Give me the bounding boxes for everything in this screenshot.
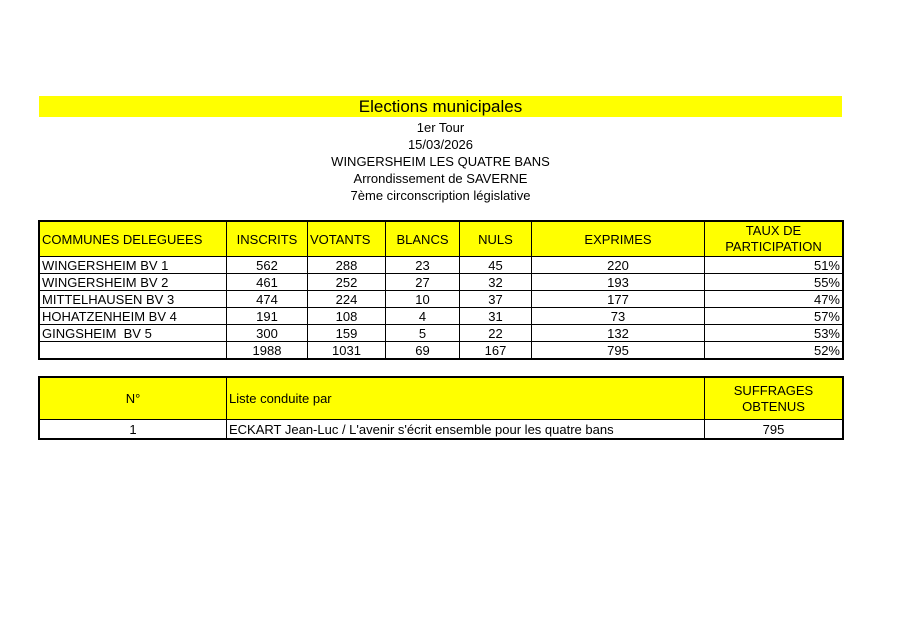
table-row — [40, 257, 843, 274]
col-header-votants: VOTANTS — [308, 222, 386, 257]
cell-blancs: 5 — [386, 325, 460, 342]
col-header-taux: TAUX DE PARTICIPATION — [705, 222, 843, 257]
arrondissement: Arrondissement de SAVERNE — [353, 171, 528, 186]
cell-total-votants: 1031 — [308, 342, 386, 359]
cell-exprimes: 193 — [532, 274, 705, 291]
table-row — [40, 308, 843, 325]
cell-suffrages: 795 — [705, 420, 843, 439]
cell-nuls: 45 — [460, 257, 532, 274]
col-header-blancs: BLANCS — [386, 222, 460, 257]
cell-inscrits: 191 — [227, 308, 308, 325]
cell-blancs: 10 — [386, 291, 460, 308]
page-title: Elections municipales — [39, 96, 842, 117]
lists-header-row — [40, 378, 843, 420]
cell-votants: 159 — [308, 325, 386, 342]
cell-exprimes: 177 — [532, 291, 705, 308]
cell-total-nuls: 167 — [460, 342, 532, 359]
cell-taux: 55% — [705, 274, 843, 291]
cell-blancs: 23 — [386, 257, 460, 274]
cell-exprimes: 73 — [532, 308, 705, 325]
table-row — [40, 291, 843, 308]
cell-inscrits: 474 — [227, 291, 308, 308]
cell-votants: 108 — [308, 308, 386, 325]
cell-nuls: 37 — [460, 291, 532, 308]
cell-commune: GINGSHEIM BV 5 — [40, 325, 227, 342]
cell-liste: ECKART Jean-Luc / L'avenir s'écrit ensemble pour les quatre bans — [227, 420, 705, 439]
cell-total-exprimes: 795 — [532, 342, 705, 359]
cell-votants: 224 — [308, 291, 386, 308]
total-row — [40, 342, 843, 359]
cell-commune: WINGERSHEIM BV 1 — [40, 257, 227, 274]
cell-blancs: 27 — [386, 274, 460, 291]
cell-numero: 1 — [40, 420, 227, 439]
cell-exprimes: 132 — [532, 325, 705, 342]
cell-nuls: 32 — [460, 274, 532, 291]
cell-commune: MITTELHAUSEN BV 3 — [40, 291, 227, 308]
cell-commune: HOHATZENHEIM BV 4 — [40, 308, 227, 325]
results-table — [39, 221, 843, 359]
table-row — [40, 420, 843, 439]
cell-total-inscrits: 1988 — [227, 342, 308, 359]
cell-nuls: 31 — [460, 308, 532, 325]
cell-total-label — [40, 342, 227, 359]
col-header-numero: N° — [40, 378, 227, 420]
cell-blancs: 4 — [386, 308, 460, 325]
cell-votants: 252 — [308, 274, 386, 291]
col-header-nuls: NULS — [460, 222, 532, 257]
cell-total-blancs: 69 — [386, 342, 460, 359]
cell-total-taux: 52% — [705, 342, 843, 359]
table-row — [40, 274, 843, 291]
table-row — [40, 325, 843, 342]
results-header-row — [40, 222, 843, 257]
col-header-suffrages: SUFFRAGES OBTENUS — [705, 378, 843, 420]
col-header-communes: COMMUNES DELEGUEES — [40, 222, 227, 257]
commune-name: WINGERSHEIM LES QUATRE BANS — [331, 154, 550, 169]
cell-votants: 288 — [308, 257, 386, 274]
cell-taux: 57% — [705, 308, 843, 325]
cell-inscrits: 562 — [227, 257, 308, 274]
cell-commune: WINGERSHEIM BV 2 — [40, 274, 227, 291]
cell-taux: 47% — [705, 291, 843, 308]
cell-exprimes: 220 — [532, 257, 705, 274]
cell-nuls: 22 — [460, 325, 532, 342]
cell-taux: 51% — [705, 257, 843, 274]
col-header-liste: Liste conduite par — [227, 378, 705, 420]
lists-table — [39, 377, 843, 439]
circonscription: 7ème circonscription législative — [350, 188, 531, 203]
election-round: 1er Tour — [416, 120, 465, 135]
cell-inscrits: 461 — [227, 274, 308, 291]
col-header-exprimes: EXPRIMES — [532, 222, 705, 257]
col-header-inscrits: INSCRITS — [227, 222, 308, 257]
cell-taux: 53% — [705, 325, 843, 342]
cell-inscrits: 300 — [227, 325, 308, 342]
election-date: 15/03/2026 — [407, 137, 474, 152]
